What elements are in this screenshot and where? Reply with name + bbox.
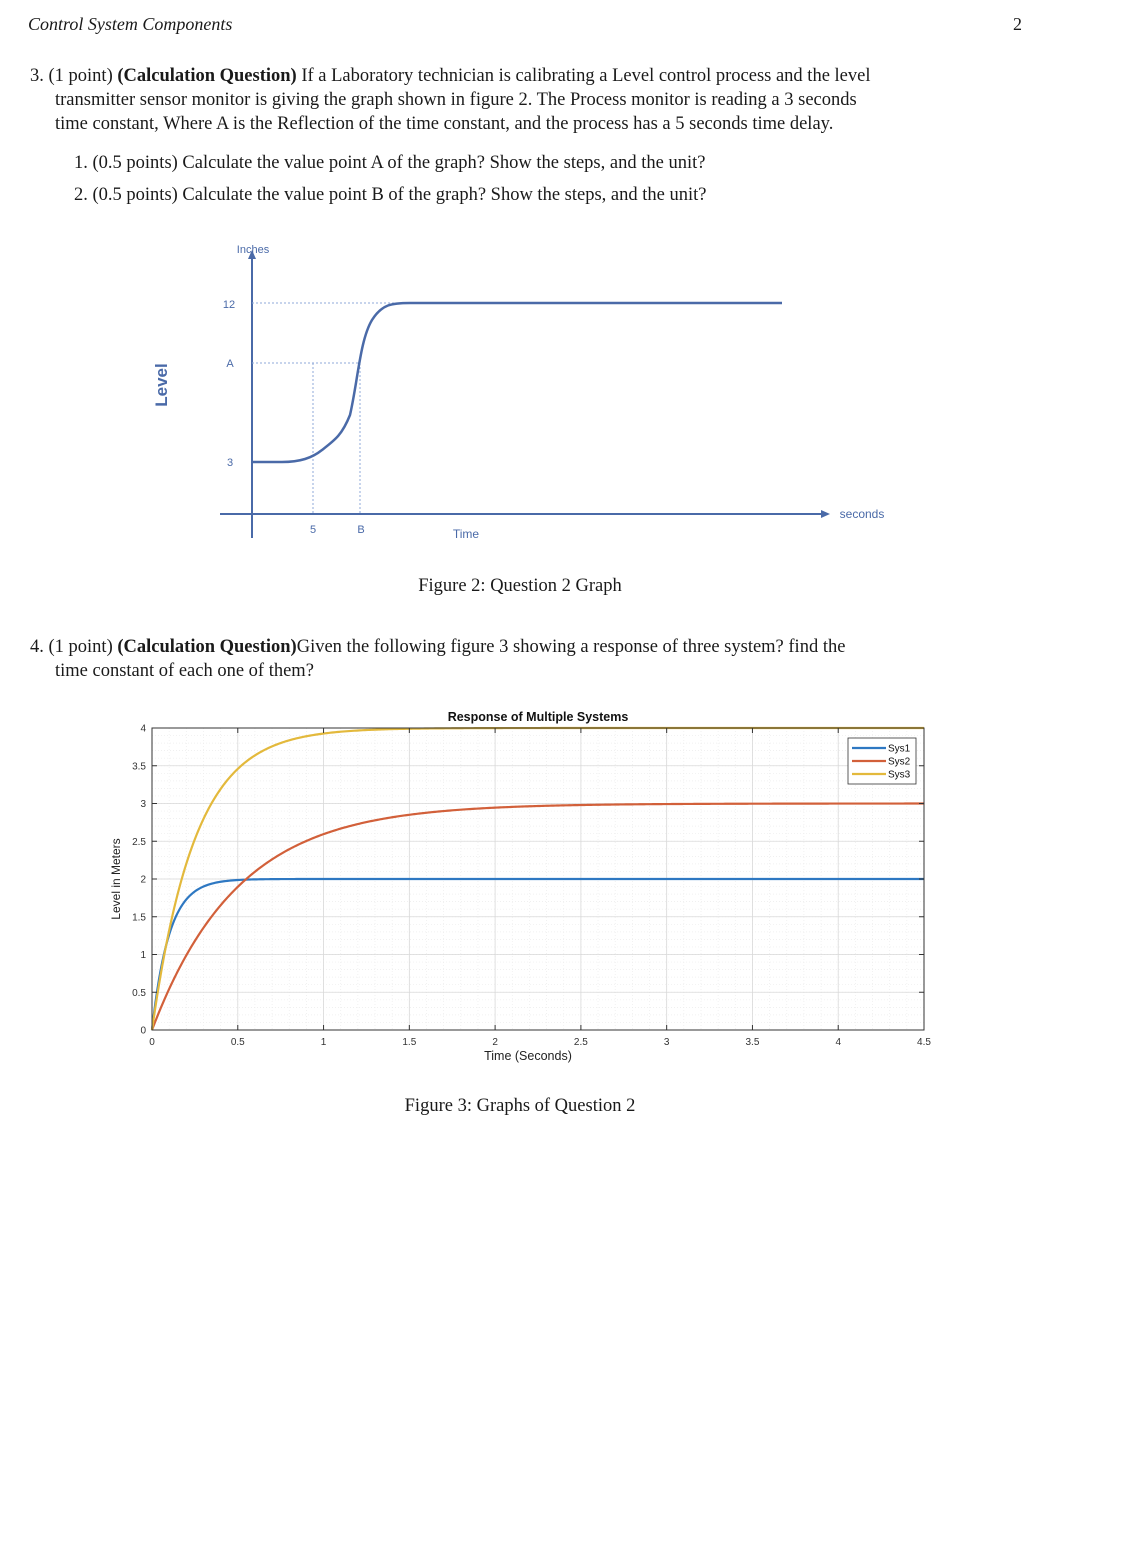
fig2-x-unit: seconds [839,507,885,521]
fig2-x-label: Time [452,527,480,541]
x-tick-label: 4 [835,1037,842,1048]
q4-text-line2: time constant of each one of them? [55,661,314,681]
legend-label-sys2: Sys2 [888,756,911,768]
q3-type: (Calculation Question) [117,66,297,86]
legend-label-sys3: Sys3 [888,769,911,781]
fig2-y-tick-3: 3 [226,457,234,469]
fig2-x-tick-b: B [357,524,365,536]
q3-item-1 [74,151,705,175]
x-tick-label: 0.5 [230,1037,245,1048]
y-tick-label: 3 [140,799,146,810]
y-tick-label: 1 [140,950,146,961]
q3-text-line3: time constant, Where A is the Reflection of the time constant, and the process has a 5 seconds time delay. [55,114,834,134]
fig2-x-tick-5: 5 [309,524,317,536]
chart-x-axis-label: Time (Seconds) [484,1049,572,1063]
figure-2-caption: Figure 2: Question 2 Graph [418,576,622,596]
figure-2-graph [0,230,1125,560]
chart-tick-labels [132,724,931,1049]
x-tick-label: 2 [492,1037,498,1048]
q4-number: 4. [30,637,44,657]
chart-legend [848,738,916,784]
fig2-y-label: Level [152,363,171,407]
x-tick-label: 4.5 [917,1037,931,1048]
question-4 [30,635,1030,683]
y-tick-label: 2.5 [132,836,146,848]
q4-points: (1 point) [48,637,113,657]
q3-item-2 [74,183,706,207]
q3-text-line1: If a Laboratory technician is calibrating a Level control process and the level [301,66,871,86]
q3-item-2-number: 2. [74,185,88,205]
y-tick-label: 0 [140,1025,146,1037]
legend-label-sys1: Sys1 [888,743,911,755]
fig2-x-axis-arrow [821,510,830,518]
page-number: 2 [1013,14,1022,34]
question-3 [30,64,1030,136]
q3-points: (1 point) [48,66,113,86]
y-tick-label: 4 [140,723,146,735]
x-tick-label: 3 [663,1037,670,1048]
fig2-y-unit: Inches [236,244,270,256]
fig2-y-tick-12: 12 [222,299,236,311]
q3-item-1-number: 1. [74,153,88,173]
figure-3-chart [100,700,940,1075]
running-header-title: Control System Components [28,14,233,34]
x-tick-label: 0 [149,1037,155,1048]
q4-text-line1: Given the following figure 3 showing a response of three system? find the [296,637,846,657]
x-tick-label: 2.5 [573,1037,588,1048]
chart-y-axis-label: Level in Meters [109,838,123,920]
chart-title: Response of Multiple Systems [447,710,629,724]
y-tick-label: 1.5 [132,912,146,924]
y-tick-label: 3.5 [132,761,146,773]
y-tick-label: 0.5 [132,987,146,999]
fig2-y-tick-a: A [226,358,234,370]
figure-3-caption: Figure 3: Graphs of Question 2 [404,1096,636,1116]
x-tick-label: 1.5 [402,1037,417,1048]
q3-item-1-text: (0.5 points) Calculate the value point A of the graph? Show the steps, and the unit? [92,153,706,173]
y-tick-label: 2 [140,874,146,886]
q4-type: (Calculation Question) [117,637,297,657]
x-tick-label: 3.5 [745,1037,760,1048]
q3-item-2-text: (0.5 points) Calculate the value point B of the graph? Show the steps, and the unit? [92,185,707,205]
fig2-response-curve [252,303,782,462]
x-tick-label: 1 [320,1037,327,1048]
q3-text-line2: transmitter sensor monitor is giving the graph shown in figure 2. The Process monitor is reading a 3 seconds [55,90,857,110]
q3-number: 3. [30,66,44,86]
chart-series-group [152,728,924,1030]
